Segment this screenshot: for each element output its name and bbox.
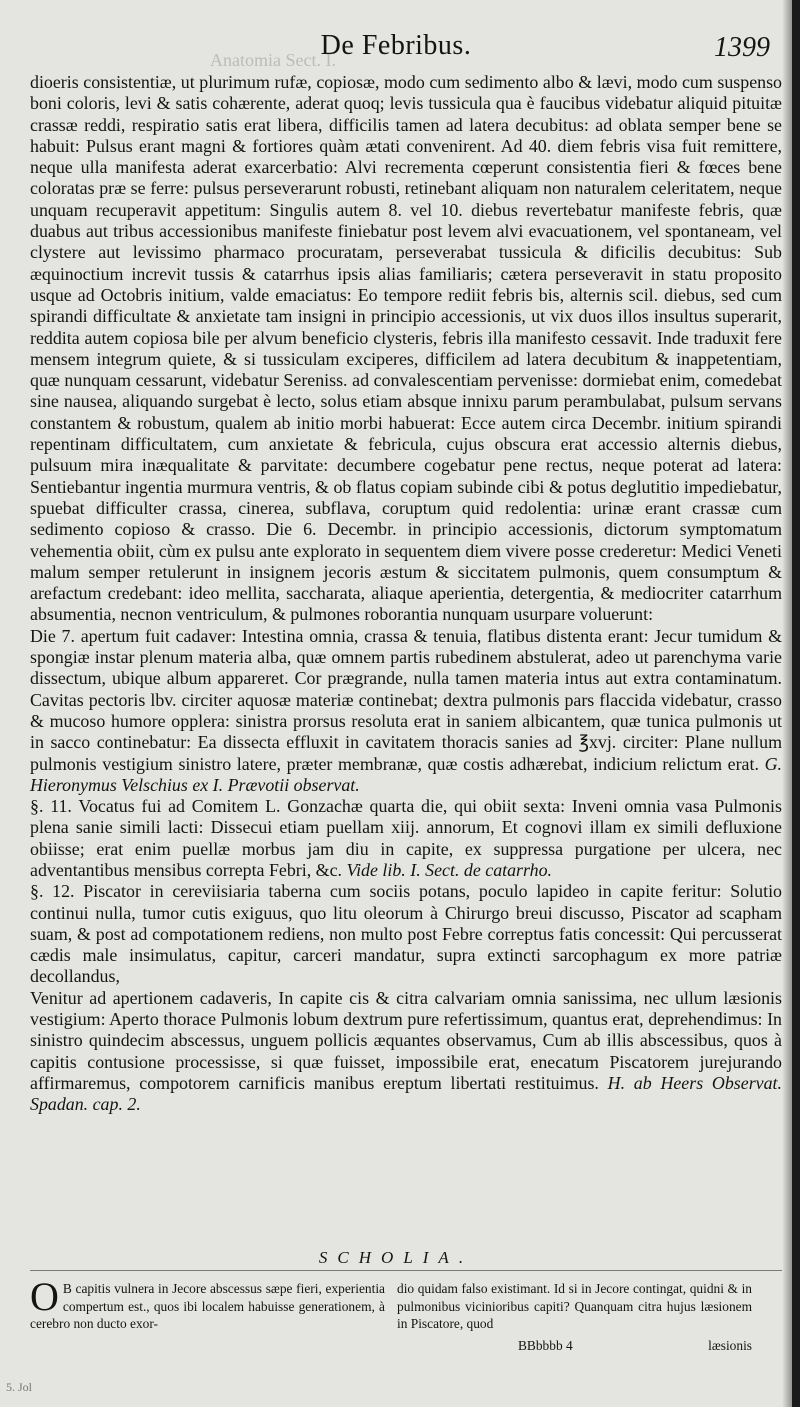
paragraph-cadaver: Venitur ad apertionem cadaveris, In capite cis & citra calvariam omnia sanissima, nec ullum læsionis vestigium: Aperto thorace Pulmonis lobum dextrum pure refertissimum, quantus erat, deprehendimus: In sinistro quindecim abscessus, unguem pollicis æquantes observamus, Cum ab illis abscessibus, quos à capitis contusione processisse, si quæ fuisset, impossibile erat, enecatum Piscatorem jurejurando affirmaremus, compotorem carnificis manibus ereptum libertati restituimus. H. ab Heers Observat. Spadan. cap. 2. [30,987,782,1115]
citation: G. Hieronymus Velschius ex I. Prævotii observat. [30,753,782,795]
body-text [30,72,782,1116]
running-title: De Febribus. [320,30,472,61]
scholia-right-column: dio quidam falso existimant. Id si in Jecore contingat, quidni & in pulmonibus vicinioribus capiti? Quanquam citra hujus læsionem in Piscatore, quod [397,1281,752,1331]
paragraph-section-12: §. 12. Piscator in cereviisiaria taberna cum sociis potans, poculo lapideo in capite feritur: Solutio continui nulla, tumor cutis exiguus, quo litu oleorum à Chirurgo breui discusso, Piscator ad scapham suam, & post ad compotationem rediens, non multo post Febre correptus fatis concessit: Qui percusserat cædis male insimulatus, capitur, carceri mandatur, supra extincti sarcophagum ex more patriæ decollandus, [30,881,782,987]
divider [30,1270,782,1271]
catchword: læsionis [708,1338,752,1353]
paragraph-autopsy: Die 7. apertum fuit cadaver: Intestina omnia, crassa & tenuia, flatibus distenta erant: Jecur tumidum & spongiæ instar plenum materia alba, quæ omnem partis rubedinem abstulerat, adeo ut parenchyma varie dissectum, ubique album appareret. Cor prægrande, nulla tamen materia intus aut extra contaminatum. Cavitas pectoris lbv. circiter aquosæ materiæ continebat; dextra pulmonis pars flaccida videbatur, crasso & mucoso humore opplera: sinistra prorsus resoluta erat in saniem albicantem, quæ tunica pulmonis ut in sacco continebatur: Ea dissecta effluxit in cavitatem thoracis sanies ad ℥xvj. circiter: Plane nullum pulmonis vestigium sinistro latere, præter membranæ, quæ costis adhærebat, indicium relictum erat. G. Hieronymus Velschius ex I. Prævotii observat. [30,625,782,795]
scholia-heading: SCHOLIA. [318,1248,474,1267]
page-number: 1399 [714,32,770,63]
running-head [0,30,792,66]
drop-cap: O [30,1274,59,1319]
paragraph-case-history: dioeris consistentiæ, ut plurimum rufæ, copiosæ, modo cum sedimento albo & lævi, modo cum suspenso boni coloris, levi & satis cohærente, aderat quoq; levis tussicula qua è faucibus videbatur aliquid pituitæ crassæ reddi, respiratio satis erat libera, difficilis tamen ad latera decubitus: ad oblata semper bene se habuit: Pulsus erant magni & fortiores quàm ætati convenirent. Ad 40. diem febris visa fuit remittere, neque ulla manifesta aderat exarcerbatio: Alvi recrementa cœperunt consistentia fieri & fœces bene coloratas præ se ferre: pulsus perseverarunt robusti, retinebant aliquam non naturalem celeritatem, neque unquam recuperavit appetitum: Singulis autem 8. vel 10. diebus revertebatur manifeste febris, quæ duabus aut tribus accessionibus manifeste finiebatur post levem alvi evacuationem, vel spontaneam, vel clystere aut levissimo pharmaco procuratam, perseverabat tussicula & dificilis decubitus: Sub æquinoctium increvit tussis & catarrhus ipsis alias familiaris; cætera perseveravit in statu proposito usque ad Octobris initium, valde emaciatus: Eo tempore rediit febris bis, alternis scil. diebus, sed cum spirandi difficultate & anxietate tam insigni in principio accessionis, ut vix duos illos insultus superarit, reddita autem copiosa bile per alvum beneficio clysteris, febris illa manifesto cessavit. Inde traduxit fere mensem integrum quiete, & si tussiculam exciperes, difficilem ad latera decubitum & inappetentiam, quæ nunquam cessarunt, videbatur Sereniss. ad convalescentiam pervenisse: dormiebat enim, comedebat sine nausea, aliquando surgebat è lecto, solus etiam absque innixu parum perambulabat, pulsum servans constantem & robustum, qualem ab initio morbi habuerat: Ecce autem circa Decembr. initium spirandi repentinam difficultatem, cum anxietate & febricula, cujus obscura erat accessio alternis diebus, pulsuum mira inæqualitate & parvitate: decumbere cogebatur pene rectus, neque poterat ad latera: Sentiebantur ingentia murmura ventris, & ob flatus copiam subinde cibi & potus deglutitio impediebatur, spuebat difficulter crassa, cinerea, subflava, coruptum quid redolentia: urinæ erant crassæ cum sedimento copioso & crasso. Die 6. Decembr. in principio accessionis, dictorum symptomatum vehementia obiit, cùm ex pulsu ante explorato in sequentem diem vivere posse crederetur: Medici Veneti malum semper retulerunt in insignem jecoris æstum & siccitatem pulmonis, quem consumptum & arefactum credebant: ideo mellita, saccharata, aliaque aperientia, detergentia, & mediocriter catarrhum absumentia, necnon ventriculum, & pulmones roborantia nunquam usurpare voluerunt: [30,72,782,625]
scholia-left-column: O B capitis vulnera in Jecore abscessus sæpe fieri, experientia compertum est., quos ibi localem habuisse generationem, à cerebro non ducto exor- [30,1274,385,1331]
paragraph-section-11: §. 11. Vocatus fui ad Comitem L. Gonzachæ quarta die, qui obiit sexta: Inveni omnia vasa Pulmonis plena sanie simili lacti: Dissecui etiam puellam xiij. annorum, Et cognovi illam ex simili defluxione obiisse; erat enim puellæ morbus jam diu in capite, ex suppressa purgatione per ulcera, nec adventantibus mensibus correpta Febri, &c. Vide lib. I. Sect. de catarrho. [30,796,782,880]
signature-mark: BBbbbb 4 [518,1338,573,1353]
edge-bleed-mark: 5. Jol [6,1380,33,1394]
citation: H. ab Heers Observat. Spadan. cap. 2. [30,1072,782,1115]
bleed-through-text: Anatomia Sect. I. [210,50,336,70]
scholia-columns [30,1274,782,1350]
citation: Vide lib. I. Sect. de catarrho. [346,859,553,880]
